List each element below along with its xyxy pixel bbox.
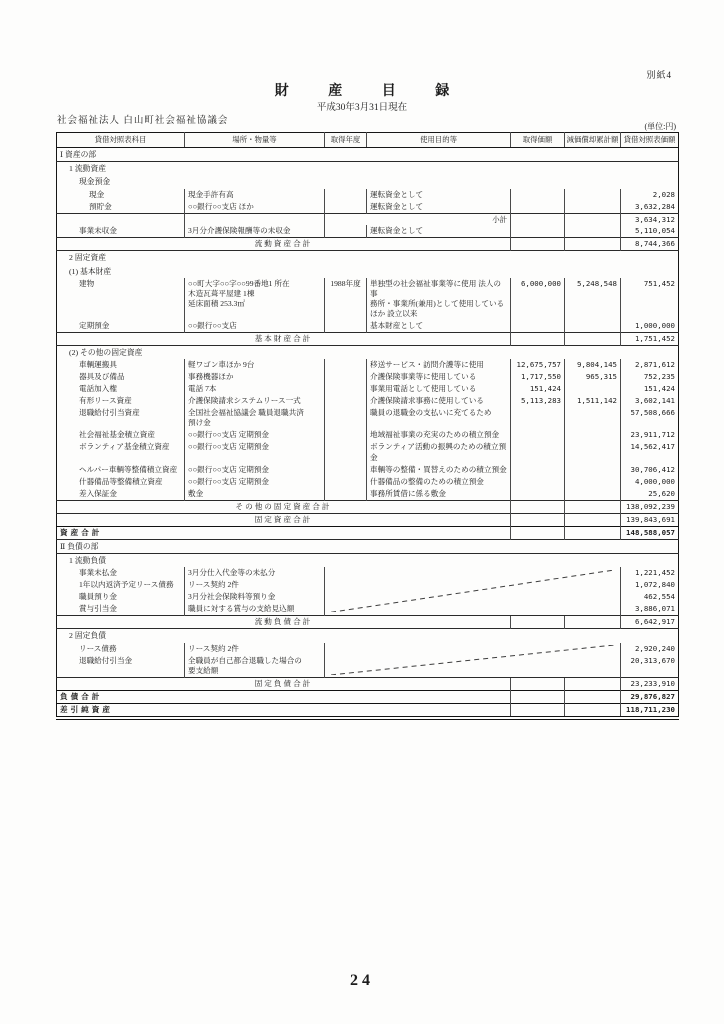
place-cell [185,213,325,225]
bs-value-cell: 2,920,240 [621,643,679,655]
depreciation-cell [565,225,621,238]
account-cell: ボランティア基金積立資産 [79,442,170,452]
account-cell: 什器備品等整備積立資産 [79,476,163,486]
section-label: 2 固定負債 [57,629,679,643]
cost-cell [511,500,565,513]
slash-line-icon [331,645,614,675]
year-cell [325,429,367,441]
purpose-cell: 単独型の社会福祉事業等に使用 法人の事 務所・事業所(兼用)として使用している ほか 設立以来 [367,278,511,320]
cost-cell [511,225,565,238]
account-cell: 退職給付引当金 [79,655,133,665]
depreciation-cell: 9,804,145 [565,359,621,371]
section-label: Ⅰ 資産の部 [60,149,97,159]
total-label: 負債合計 [57,690,511,703]
depreciation-cell [565,201,621,214]
bs-value-cell: 138,092,239 [621,500,679,513]
bs-value-cell: 2,028 [621,189,679,201]
depreciation-cell [565,677,621,690]
total-row [57,513,679,526]
not-applicable-slash [325,567,621,616]
header-purpose: 使用目的等 [367,133,511,148]
bs-value-cell: 151,424 [621,383,679,395]
year-cell [325,320,367,333]
account-cell: 預貯金 [89,201,112,211]
total-label: 固定資産合計 [57,513,511,526]
account-cell: 事業未収金 [79,226,117,236]
account-cell: 賞与引当金 [79,604,117,614]
bs-value-cell: 6,642,917 [621,616,679,629]
place-cell: 電話 7本 [185,383,325,395]
section-label: (2) その他の固定資産 [57,346,679,360]
cost-cell [511,238,565,251]
place-cell: ○○銀行○○支店 ほか [185,201,325,214]
total-label: その他の固定資産合計 [57,500,511,513]
section-row [57,175,679,188]
not-applicable-slash [325,643,621,678]
total-row [57,616,679,629]
grand-row [57,526,679,539]
header-account: 貸借対照表科目 [57,133,185,148]
total-label: 基本財産合計 [57,333,511,346]
bs-value-cell: 1,751,452 [621,333,679,346]
cost-cell [511,703,565,718]
cost-cell: 5,113,283 [511,395,565,407]
unit-note: (単位:円) [644,122,676,131]
assets-inventory-table [56,132,679,720]
cost-cell: 151,424 [511,383,565,395]
year-cell [325,476,367,488]
slash-line-icon [331,570,614,612]
section-row [57,346,679,360]
depreciation-cell [565,189,621,201]
year-cell [325,201,367,214]
page-number: 24 [350,972,374,989]
header-year: 取得年度 [325,133,367,148]
purpose-cell: 職員の退職金の支払いに充てるため [367,407,511,429]
cost-cell: 1,717,550 [511,371,565,383]
account-cell: 1年以内返済予定リース債務 [79,580,174,590]
section-label: 2 固定資産 [57,251,679,265]
bs-value-cell: 29,876,827 [621,690,679,703]
bs-value-cell: 2,871,612 [621,359,679,371]
section-label: Ⅱ 負債の部 [57,539,679,553]
bs-value-cell: 20,313,670 [621,655,679,678]
cost-cell [511,213,565,225]
total-row [57,333,679,346]
header-cost: 取得価額 [511,133,565,148]
place-cell: 全職員が自己都合退職した場合の 要支給額 [185,655,325,678]
bs-value-cell: 23,233,910 [621,677,679,690]
cost-cell [511,690,565,703]
bs-value-cell: 118,711,230 [621,703,679,718]
item-row [57,567,679,579]
cost-cell [511,476,565,488]
place-cell: 介護保険請求システムリース一式 [185,395,325,407]
item-row [57,395,679,407]
account-cell: 退職給付引当資産 [79,408,140,418]
total-row [57,677,679,690]
depreciation-cell [565,616,621,629]
item-row [57,189,679,201]
total-row [57,238,679,251]
header-bs-value: 貸借対照表価額 [621,133,679,148]
bs-value-cell: 1,221,452 [621,567,679,579]
item-row [57,488,679,501]
item-row [57,359,679,371]
section-label: 1 流動負債 [57,553,679,567]
account-cell [57,213,185,225]
account-cell: 社会福祉基金積立資産 [79,430,155,440]
purpose-cell: 介護保険事業等に使用している [367,371,511,383]
purpose-cell: 運転資金として [367,201,511,214]
cost-cell [511,464,565,476]
bs-value-cell: 3,602,141 [621,395,679,407]
year-cell: 1988年度 [325,278,367,320]
account-cell: 車輌運搬具 [79,360,117,370]
place-cell: 事務機器ほか [185,371,325,383]
assets-inventory-table-wrap [56,132,678,720]
subtotal-label: 小計 [325,213,511,225]
bs-value-cell: 30,706,412 [621,464,679,476]
cost-cell [511,488,565,501]
section-label: (1) 基本財産 [69,266,112,276]
bs-value-cell: 25,620 [621,488,679,501]
account-cell: 職員預り金 [79,592,117,602]
depreciation-cell: 965,315 [565,371,621,383]
depreciation-cell [565,476,621,488]
item-row [57,407,679,429]
item-row [57,320,679,333]
depreciation-cell [565,383,621,395]
year-cell [325,407,367,429]
item-row [57,429,679,441]
purpose-cell: 車輌等の整備・買替えのための積立預金 [367,464,511,476]
bs-value-cell: 57,508,666 [621,407,679,429]
purpose-cell: 事務所賃借に係る敷金 [367,488,511,501]
total-label: 固定負債合計 [57,677,511,690]
item-row [57,464,679,476]
item-row [57,476,679,488]
place-cell: 敷金 [185,488,325,501]
cost-cell [511,333,565,346]
header-depreciation: 減価償却累計額 [565,133,621,148]
section-row [57,162,679,176]
header-place: 場所・物量等 [185,133,325,148]
place-cell: 3月分介護保険報酬等の未収金 [185,225,325,238]
item-row [57,371,679,383]
purpose-cell: 運転資金として [367,189,511,201]
section-row [57,539,679,553]
purpose-cell: 什器備品の整備のための積立預金 [367,476,511,488]
depreciation-cell [565,333,621,346]
total-label: 差引純資産 [57,703,511,718]
depreciation-cell [565,238,621,251]
place-cell: 軽ワゴン車ほか 9台 [185,359,325,371]
bs-value-cell: 3,632,284 [621,201,679,214]
organization-name: 社会福祉法人 白山町社会福祉協議会 [57,116,229,126]
place-cell: リース契約 2件 [185,579,325,591]
account-cell: 定期預金 [79,321,110,331]
purpose-cell: 介護保険請求事務に使用している [367,395,511,407]
purpose-cell: 基本財産として [367,320,511,333]
page-title: 財 産 目 録 [274,84,468,99]
section-label: 現金預金 [79,177,111,187]
year-cell [325,189,367,201]
depreciation-cell [565,488,621,501]
place-cell: 全国社会福祉協議会 職員退職共済 預け金 [185,407,325,429]
item-row [57,643,679,655]
cost-cell [511,616,565,629]
section-label: 1 流動資産 [57,162,679,176]
total-label: 流動負債合計 [57,616,511,629]
attachment-label: 別紙4 [646,70,672,80]
account-cell: 事業未払金 [79,568,117,578]
bs-value-cell: 3,886,071 [621,603,679,616]
place-cell: 3月分社会保険料等預り金 [185,591,325,603]
depreciation-cell [565,703,621,718]
item-row [57,383,679,395]
cost-cell [511,201,565,214]
total-label: 流動資産合計 [57,238,511,251]
item-row [57,225,679,238]
place-cell: リース契約 2件 [185,643,325,655]
section-row [57,629,679,643]
cost-cell [511,189,565,201]
place-cell: 職員に対する賞与の支給見込額 [185,603,325,616]
depreciation-cell [565,526,621,539]
account-cell: ヘルパー車輌等整備積立資産 [79,464,178,474]
depreciation-cell [565,407,621,429]
grand-row [57,690,679,703]
place-cell: ○○銀行○○支店 定期預金 [185,464,325,476]
account-cell: 電話加入権 [79,384,117,394]
place-cell: 3月分仕入代金等の未払分 [185,567,325,579]
depreciation-cell [565,213,621,225]
place-cell: ○○銀行○○支店 定期預金 [185,429,325,441]
section-row [57,147,679,161]
cost-cell: 12,675,757 [511,359,565,371]
purpose-cell: 移送サービス・訪問介護等に使用 [367,359,511,371]
cost-cell [511,429,565,441]
item-row [57,201,679,214]
total-label: 資産合計 [57,526,511,539]
year-cell [325,371,367,383]
bs-value-cell: 751,452 [621,278,679,320]
bs-value-cell: 1,072,840 [621,579,679,591]
cost-cell: 6,000,000 [511,278,565,320]
bs-value-cell: 14,562,417 [621,441,679,463]
purpose-cell: 運転資金として [367,225,511,238]
place-cell: ○○町大字○○字○○99番地1 所在 木造瓦葺平屋建 1棟 延床面積 253.3㎡ [185,278,325,320]
depreciation-cell [565,513,621,526]
item-row [57,441,679,463]
bs-value-cell: 752,235 [621,371,679,383]
bs-value-cell: 4,000,000 [621,476,679,488]
bs-value-cell: 8,744,366 [621,238,679,251]
purpose-cell: 地域福祉事業の充実のための積立預金 [367,429,511,441]
section-row [57,265,679,278]
bs-value-cell: 139,843,691 [621,513,679,526]
year-cell [325,225,367,238]
grand-row [57,703,679,718]
year-cell [325,441,367,463]
table-header-row [57,133,679,148]
place-cell: 現金手許有高 [185,189,325,201]
section-row [57,251,679,265]
depreciation-cell [565,320,621,333]
subtotal-row [57,213,679,225]
bs-value-cell: 462,554 [621,591,679,603]
bs-value-cell: 3,634,312 [621,213,679,225]
account-cell: 有形リース資産 [79,396,132,406]
cost-cell [511,441,565,463]
depreciation-cell [565,441,621,463]
bs-value-cell: 1,000,000 [621,320,679,333]
depreciation-cell: 1,511,142 [565,395,621,407]
place-cell: ○○銀行○○支店 [185,320,325,333]
year-cell [325,464,367,476]
item-row [57,278,679,320]
cost-cell [511,513,565,526]
depreciation-cell [565,690,621,703]
year-cell [325,395,367,407]
cost-cell [511,320,565,333]
year-cell [325,359,367,371]
account-cell: リース債務 [79,643,117,653]
bs-value-cell: 23,911,712 [621,429,679,441]
cost-cell [511,407,565,429]
section-row [57,553,679,567]
bs-value-cell: 5,110,054 [621,225,679,238]
year-cell [325,488,367,501]
depreciation-cell [565,464,621,476]
cost-cell [511,677,565,690]
bs-value-cell: 148,588,057 [621,526,679,539]
purpose-cell: ボランティア活動の振興のための積立預金 [367,441,511,463]
place-cell: ○○銀行○○支店 定期預金 [185,441,325,463]
depreciation-cell [565,429,621,441]
year-cell [325,383,367,395]
account-cell: 現金 [89,189,105,199]
depreciation-cell [565,500,621,513]
as-of-date: 平成30年3月31日現在 [316,103,408,113]
account-cell: 器具及び備品 [79,372,125,382]
depreciation-cell: 5,248,548 [565,278,621,320]
account-cell: 差入保証金 [79,488,117,498]
purpose-cell: 事業用電話として使用している [367,383,511,395]
cost-cell [511,526,565,539]
account-cell: 建物 [79,279,95,288]
place-cell: ○○銀行○○支店 定期預金 [185,476,325,488]
total-row [57,500,679,513]
